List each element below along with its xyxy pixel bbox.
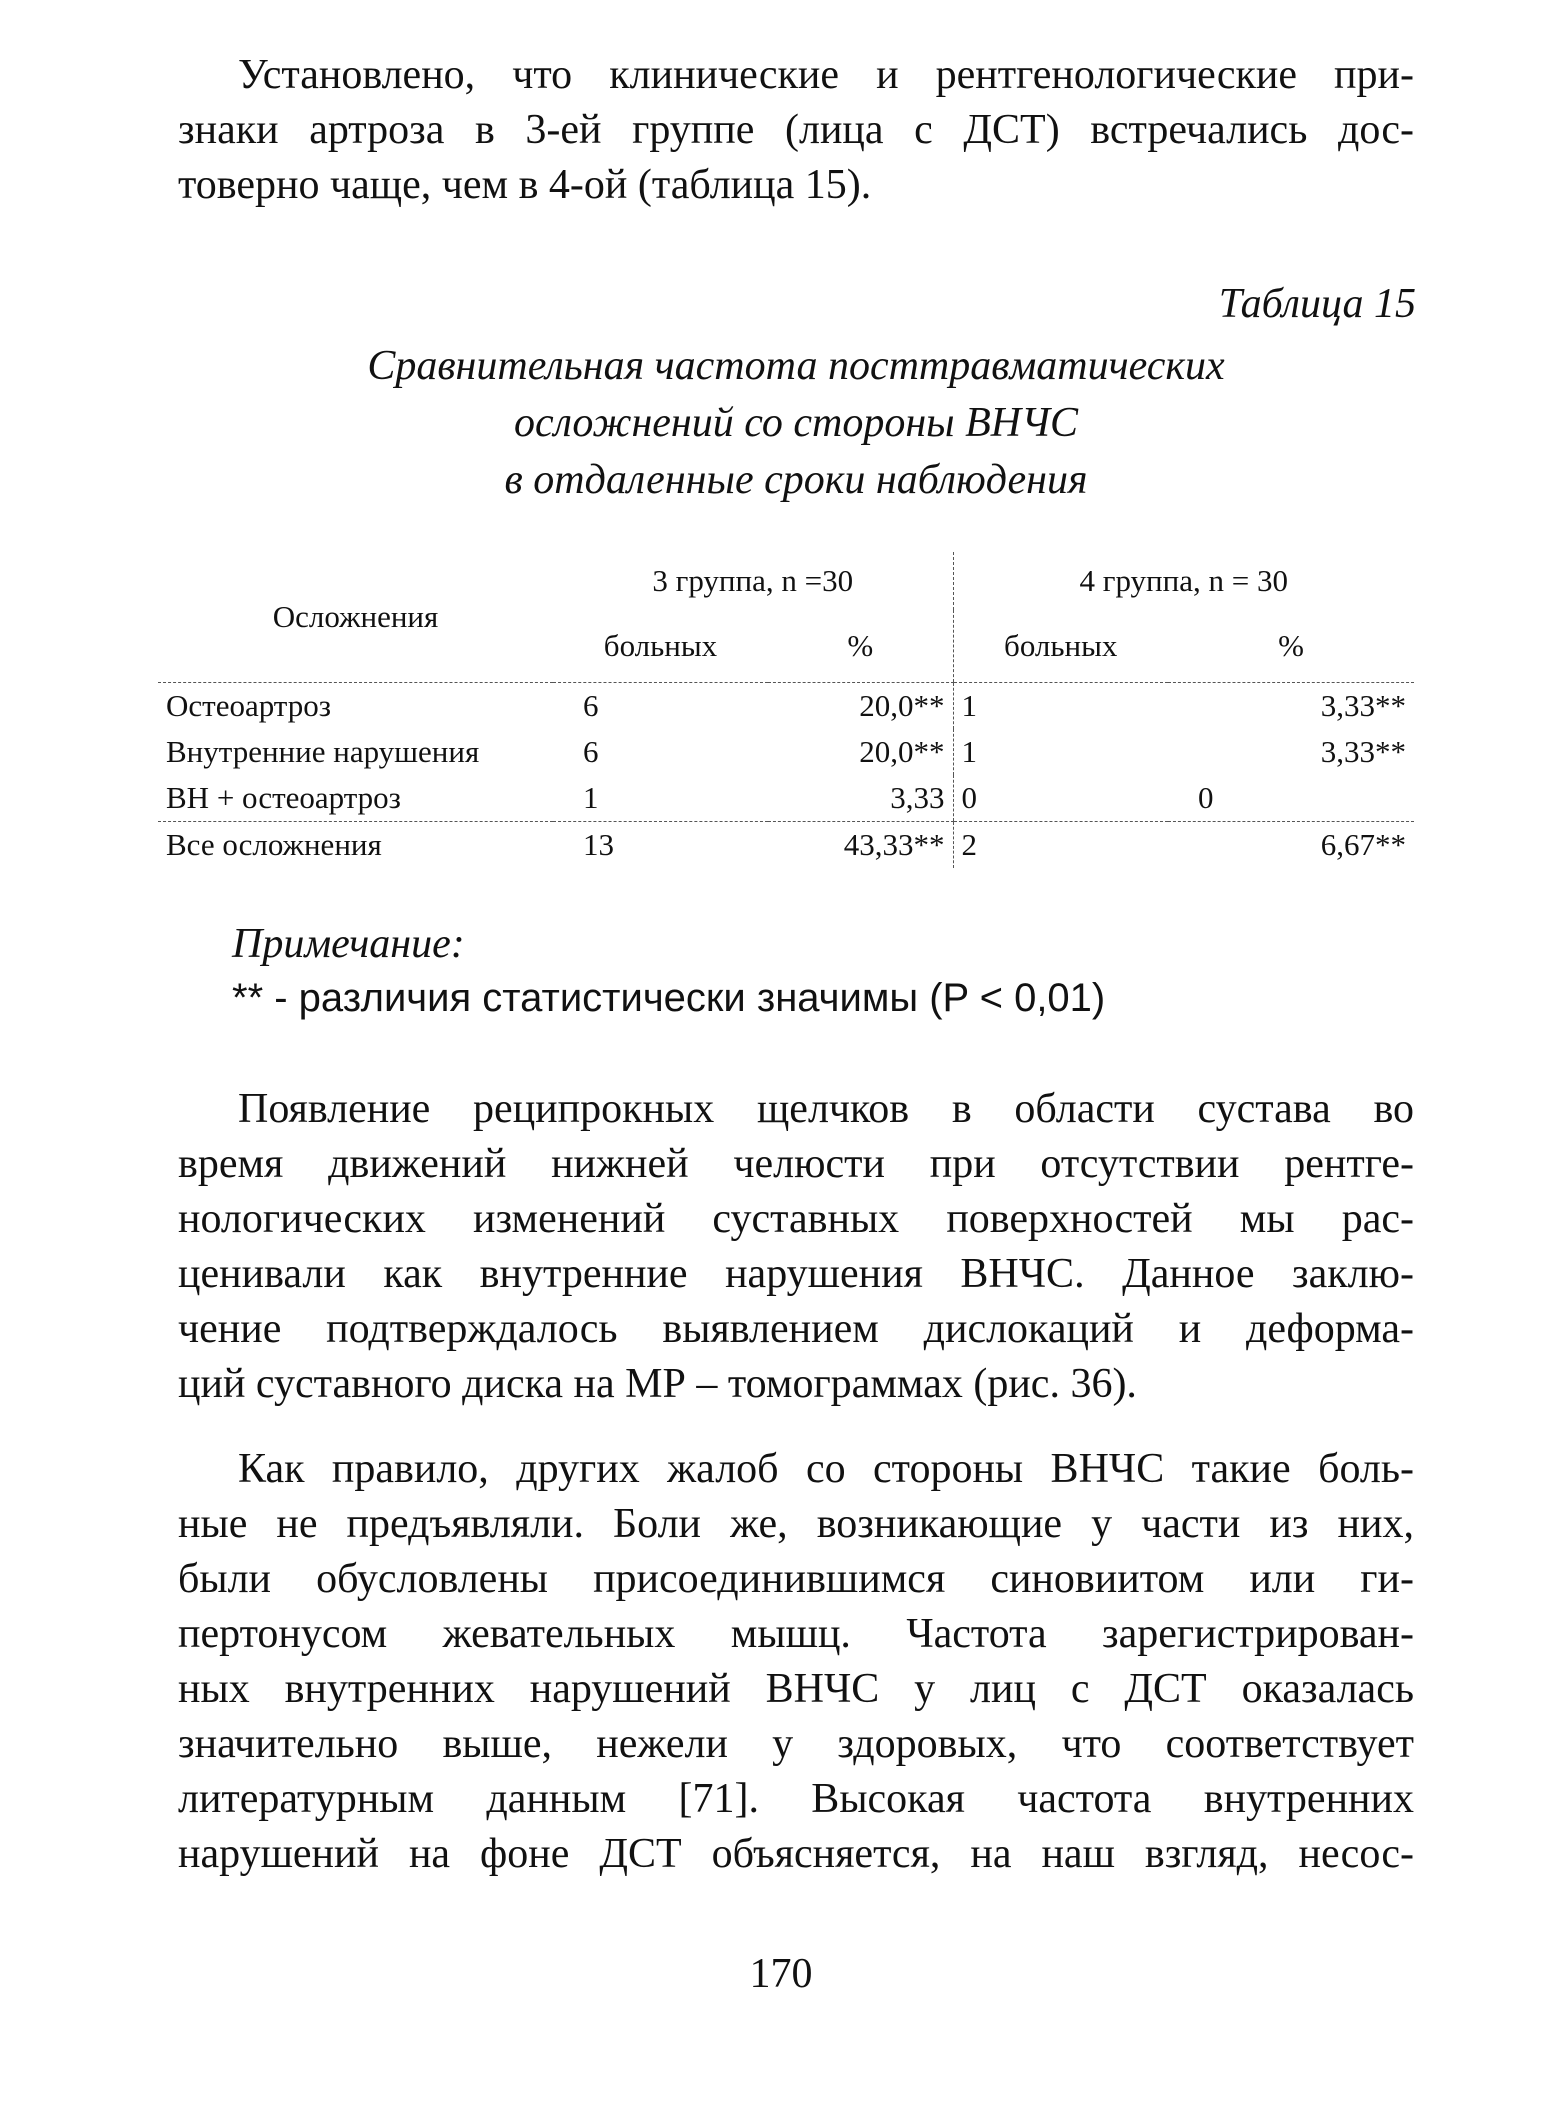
row-header: Осложнения <box>158 552 553 683</box>
cell-g4-patients: 1 <box>953 683 1168 730</box>
cell-g3-percent: 43,33** <box>843 827 945 862</box>
table-row <box>158 775 1414 822</box>
group-header-3: 3 группа, n =30 <box>652 563 854 598</box>
page-number: 170 <box>749 1951 813 1997</box>
text-line: товерно чаще, чем в 4-ой (таблица 15). <box>178 162 872 208</box>
table-row <box>158 683 1414 730</box>
text-line: Как правило, других жалоб со стороны ВНЧС такие боль- <box>238 1446 1414 1492</box>
note-text: ** - различия статистически значимы (P < 0,01) <box>232 976 1106 1020</box>
row-label: ВН + остеоартроз <box>158 775 553 822</box>
text-line: ные не предъявляли. Боли же, возникающие у части из них, <box>178 1501 1414 1547</box>
text-line: пертонусом жевательных мышц. Частота зарегистрирован- <box>178 1611 1414 1657</box>
note-title: Примечание: <box>232 921 465 967</box>
cell-g4-percent: 3,33** <box>1320 734 1406 769</box>
cell-g4-percent: 0 <box>1168 775 1414 822</box>
subheader-percent: % <box>1168 610 1414 683</box>
cell-g4-percent: 6,67** <box>1320 827 1406 862</box>
table-title-line: осложнений со стороны ВНЧС <box>513 400 1079 446</box>
text-line: Установлено, что клинические и рентгенологические при- <box>238 52 1414 98</box>
table-row <box>158 729 1414 775</box>
cell-g3-percent: 20,0** <box>859 688 945 723</box>
text-line: ценивали как внутренние нарушения ВНЧС. Данное заклю- <box>178 1251 1414 1297</box>
complications-table <box>158 552 1414 868</box>
table-caption: Таблица 15 <box>1218 281 1416 327</box>
table-title-line: в отдаленные сроки наблюдения <box>504 457 1088 503</box>
table-title-line: Сравнительная частота посттравматических <box>367 343 1225 389</box>
row-label: Все осложнения <box>166 827 382 862</box>
group-header-4: 4 группа, n = 30 <box>953 552 1414 610</box>
text-line: нологических изменений суставных поверхностей мы рас- <box>178 1196 1414 1242</box>
subheader-percent: % <box>768 610 953 683</box>
row-label: Внутренние нарушения <box>166 734 480 769</box>
cell-g4-patients: 1 <box>953 729 1168 775</box>
text-line: знаки артроза в 3-ей группе (лица с ДСТ) встречались дос- <box>178 107 1414 153</box>
text-line: значительно выше, нежели у здоровых, что соответствует <box>178 1721 1414 1767</box>
table-title <box>178 338 1414 509</box>
cell-g3-patients: 6 <box>583 688 599 723</box>
text-line: нарушений на фоне ДСТ объясняется, на наш взгляд, несос- <box>178 1831 1414 1877</box>
cell-g3-patients: 6 <box>583 734 599 769</box>
table-row <box>158 822 1414 869</box>
cell-g4-percent: 3,33** <box>1320 688 1406 723</box>
row-label: Остеоартроз <box>166 688 331 723</box>
body-paragraph <box>178 1082 1414 1412</box>
cell-g3-patients: 13 <box>583 827 614 862</box>
cell-g3-percent: 20,0** <box>859 734 945 769</box>
subheader-patients: больных <box>553 610 768 683</box>
text-line: ных внутренних нарушений ВНЧС у лиц с ДСТ оказалась <box>178 1666 1414 1712</box>
text-line: литературным данным [71]. Высокая частота внутренних <box>178 1776 1414 1822</box>
subheader-patients: больных <box>953 610 1168 683</box>
intro-paragraph <box>178 48 1414 213</box>
text-line: чение подтверждалось выявлением дислокаций и деформа- <box>178 1306 1414 1352</box>
cell-g4-patients: 2 <box>953 822 1168 869</box>
cell-g4-patients: 0 <box>953 775 1168 822</box>
text-line: были обусловлены присоединившимся синовиитом или ги- <box>178 1556 1414 1602</box>
text-line: время движений нижней челюсти при отсутствии рентге- <box>178 1141 1414 1187</box>
text-line: ций суставного диска на МР – томограммах (рис. 36). <box>178 1361 1137 1407</box>
body-paragraph <box>178 1442 1414 1882</box>
cell-g3-patients: 1 <box>553 775 768 822</box>
text-line: Появление реципрокных щелчков в области сустава во <box>238 1086 1414 1132</box>
cell-g3-percent: 3,33 <box>768 775 953 822</box>
